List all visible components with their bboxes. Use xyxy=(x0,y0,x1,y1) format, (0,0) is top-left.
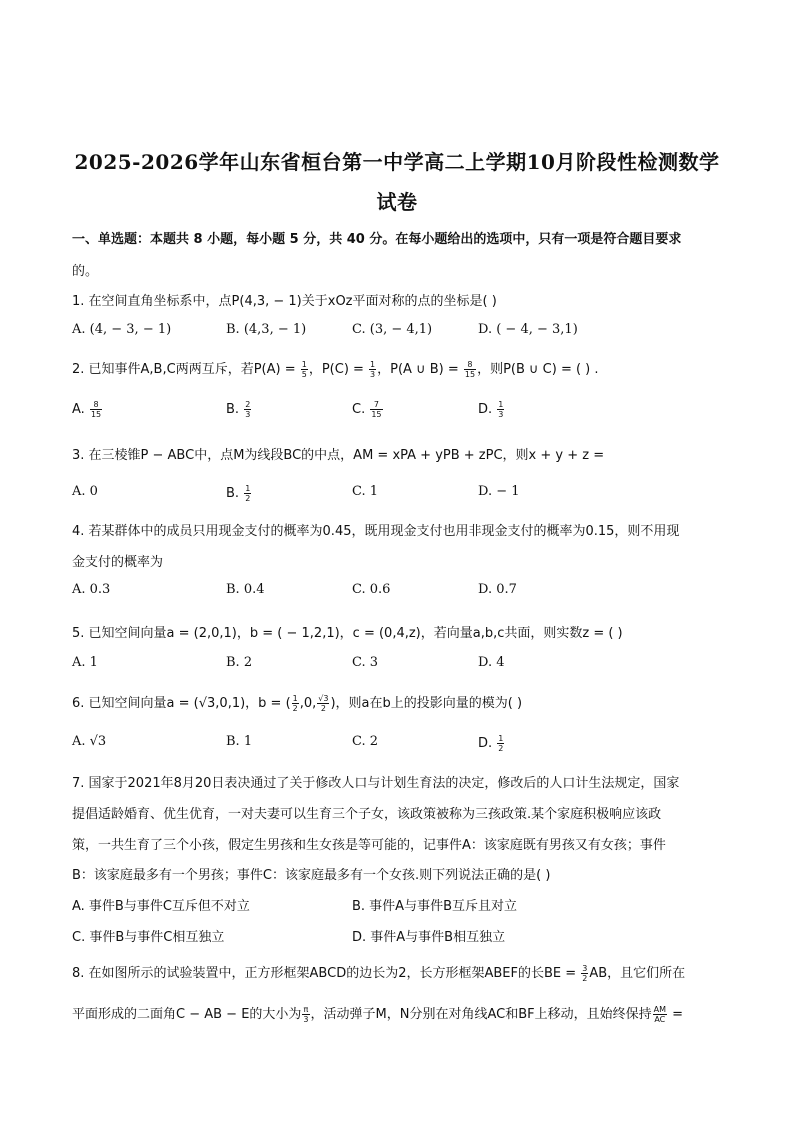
q2-option-c xyxy=(352,400,384,419)
q2-option-b xyxy=(226,400,252,419)
q3-option-b-frac xyxy=(244,484,251,503)
question-2-stem xyxy=(72,358,599,379)
q1-option-b: B. (4,3, − 1) xyxy=(226,322,307,337)
q2-oc-den: 15 xyxy=(371,410,382,419)
question-7-line2: 提倡适龄婚育、优生优育，一对夫妻可以生育三个子女，该政策被称为三孩政策.某个家庭积极响应该政 xyxy=(72,807,662,822)
q8-line1-part-a: 8. 在如图所示的试验装置中，正方形框架ABCD的边长为2，长方形框架ABEF的长BE = xyxy=(72,966,581,981)
q6-f1-den: 2 xyxy=(292,704,298,713)
q2-od-num: 1 xyxy=(498,400,504,409)
question-7-line3: 策，一共生育了三个小孩，假定生男孩和生女孩是等可能的，记事件A：该家庭既有男孩又有女孩；事件 xyxy=(72,838,666,853)
q2-f3-num: 8 xyxy=(464,360,476,370)
q8-line2-part-c: = xyxy=(667,1007,684,1022)
q6-fraction-1 xyxy=(292,694,299,713)
section-header xyxy=(72,228,681,247)
question-6-stem xyxy=(72,692,522,713)
q2-f3-den: 15 xyxy=(464,370,476,379)
q8-fraction-2 xyxy=(302,1005,309,1024)
q7-option-a: A. 事件B与事件C互斥但不对立 xyxy=(72,899,250,914)
q3-option-d: D. − 1 xyxy=(478,484,520,499)
q4-option-b: B. 0.4 xyxy=(226,582,265,597)
q2-option-a-label: A. xyxy=(72,402,89,417)
question-5-stem: 5. 已知空间向量a = (2,0,1)，b = ( − 1,2,1)，c = (0,4,z)，若向量a,b,c共面，则实数z = ( ) xyxy=(72,626,623,641)
paper-title-line2: 试卷 xyxy=(376,190,418,214)
section-header-line1: 一、单选题：本题共 8 小题，每小题 5 分，共 40 分。在每小题给出的选项中，只有一项是符合题目要求 xyxy=(72,232,682,247)
q2-fraction-pa xyxy=(301,360,308,379)
q5-option-d: D. 4 xyxy=(478,655,505,670)
paper-title-line1: 2025-2026学年山东省桓台第一中学高二上学期10月阶段性检测数学 xyxy=(74,150,720,174)
q1-option-d: D. ( − 4, − 3,1) xyxy=(478,322,578,337)
question-8-line2 xyxy=(72,1003,683,1024)
q8-fraction-3 xyxy=(653,1005,667,1024)
q2-od-den: 3 xyxy=(498,410,504,419)
q3-ob-num: 1 xyxy=(245,484,251,493)
q6-fraction-2 xyxy=(317,694,329,713)
q2-option-b-frac xyxy=(244,400,251,419)
q8-f2-den: 3 xyxy=(303,1015,309,1024)
q6-stem-part-c: )，则a在b上的投影向量的模为( ) xyxy=(330,696,523,711)
q2-option-d-frac xyxy=(497,400,504,419)
q8-f1-den: 2 xyxy=(582,974,588,983)
q8-line2-part-b: ，活动弹子M，N分别在对角线AC和BF上移动，且始终保持 xyxy=(310,1007,652,1022)
q8-line1-part-b: AB，且它们所在 xyxy=(589,966,686,981)
q3-option-b xyxy=(226,484,252,503)
q2-fraction-pab xyxy=(464,360,476,379)
q6-stem-part-b: ,0, xyxy=(299,696,317,711)
q6-f2-den: 2 xyxy=(320,704,326,713)
section-header-line2: 的。 xyxy=(72,264,99,279)
q2-stem-part-c: ，P(A ∪ B) = xyxy=(377,362,463,377)
q6-option-a: A. √3 xyxy=(72,734,107,749)
q7-option-b: B. 事件A与事件B互斥且对立 xyxy=(352,899,517,914)
q7-option-d: D. 事件A与事件B相互独立 xyxy=(352,930,506,945)
q2-stem-part-a: 2. 已知事件A,B,C两两互斥，若P(A) = xyxy=(72,362,300,377)
q6-od-num: 1 xyxy=(498,734,504,743)
q2-f1-num: 1 xyxy=(301,360,307,369)
q5-option-a: A. 1 xyxy=(72,655,98,670)
q4-option-a: A. 0.3 xyxy=(72,582,111,597)
q1-option-a: A. (4, − 3, − 1) xyxy=(72,322,172,337)
q8-fraction-1 xyxy=(581,964,588,983)
q2-option-a xyxy=(72,400,103,419)
q6-option-d xyxy=(478,734,505,753)
q2-oa-den: 15 xyxy=(90,410,102,419)
q2-f1-den: 5 xyxy=(301,370,307,379)
q8-f1-num: 3 xyxy=(582,964,588,973)
q2-fraction-pc xyxy=(369,360,376,379)
q2-option-b-label: B. xyxy=(226,402,244,417)
q6-f1-num: 1 xyxy=(292,694,298,703)
q3-option-a: A. 0 xyxy=(72,484,98,499)
q2-oa-num: 8 xyxy=(90,400,102,410)
q2-ob-num: 2 xyxy=(245,400,251,409)
q1-option-c: C. (3, − 4,1) xyxy=(352,322,433,337)
q6-od-den: 2 xyxy=(498,744,504,753)
q2-stem-part-d: ，则P(B ∪ C) = ( ) . xyxy=(477,362,599,377)
question-8-line1 xyxy=(72,962,685,983)
question-1-stem: 1. 在空间直角坐标系中，点P(4,3, − 1)关于xOz平面对称的点的坐标是( ) xyxy=(72,294,497,309)
q7-option-c: C. 事件B与事件C相互独立 xyxy=(72,930,225,945)
question-4-line2: 金支付的概率为 xyxy=(72,555,164,570)
q3-option-c: C. 1 xyxy=(352,484,379,499)
q2-f2-num: 1 xyxy=(370,360,376,369)
q8-line2-part-a: 平面形成的二面角C − AB − E的大小为 xyxy=(72,1007,302,1022)
q2-option-c-frac xyxy=(370,400,382,419)
question-7-line4: B：该家庭最多有一个男孩；事件C：该家庭最多有一个女孩.则下列说法正确的是( ) xyxy=(72,868,551,883)
q2-option-d xyxy=(478,400,505,419)
q8-f3-num: AM xyxy=(653,1005,666,1014)
q6-option-b: B. 1 xyxy=(226,734,253,749)
q8-f2-num: π xyxy=(303,1005,309,1014)
q2-option-a-frac xyxy=(90,400,102,419)
q5-option-b: B. 2 xyxy=(226,655,253,670)
question-4-line1: 4. 若某群体中的成员只用现金支付的概率为0.45，既用现金支付也用非现金支付的概率为0.15，则不用现 xyxy=(72,524,680,539)
q6-option-c: C. 2 xyxy=(352,734,379,749)
q6-stem-part-a: 6. 已知空间向量a = (√3,0,1)，b = ( xyxy=(72,696,291,711)
q6-option-d-frac xyxy=(497,734,504,753)
question-7-line1: 7. 国家于2021年8月20日表决通过了关于修改人口与计划生育法的决定，修改后的人口计生法规定，国家 xyxy=(72,776,680,791)
q3-ob-den: 2 xyxy=(245,494,251,503)
q2-ob-den: 3 xyxy=(245,410,251,419)
q5-option-c: C. 3 xyxy=(352,655,379,670)
q3-option-b-label: B. xyxy=(226,486,244,501)
q2-stem-part-b: ，P(C) = xyxy=(308,362,369,377)
question-3-stem: 3. 在三棱锥P − ABC中，点M为线段BC的中点，AM = xPA + yPB + zPC，则x + y + z = xyxy=(72,448,605,463)
q8-f3-den: AC xyxy=(654,1015,666,1024)
q2-oc-num: 7 xyxy=(370,400,382,410)
q4-option-c: C. 0.6 xyxy=(352,582,391,597)
q6-option-d-label: D. xyxy=(478,736,497,751)
q6-f2-num: √3 xyxy=(318,694,329,703)
q2-option-d-label: D. xyxy=(478,402,497,417)
q2-option-c-label: C. xyxy=(352,402,370,417)
q2-f2-den: 3 xyxy=(370,370,376,379)
q4-option-d: D. 0.7 xyxy=(478,582,517,597)
